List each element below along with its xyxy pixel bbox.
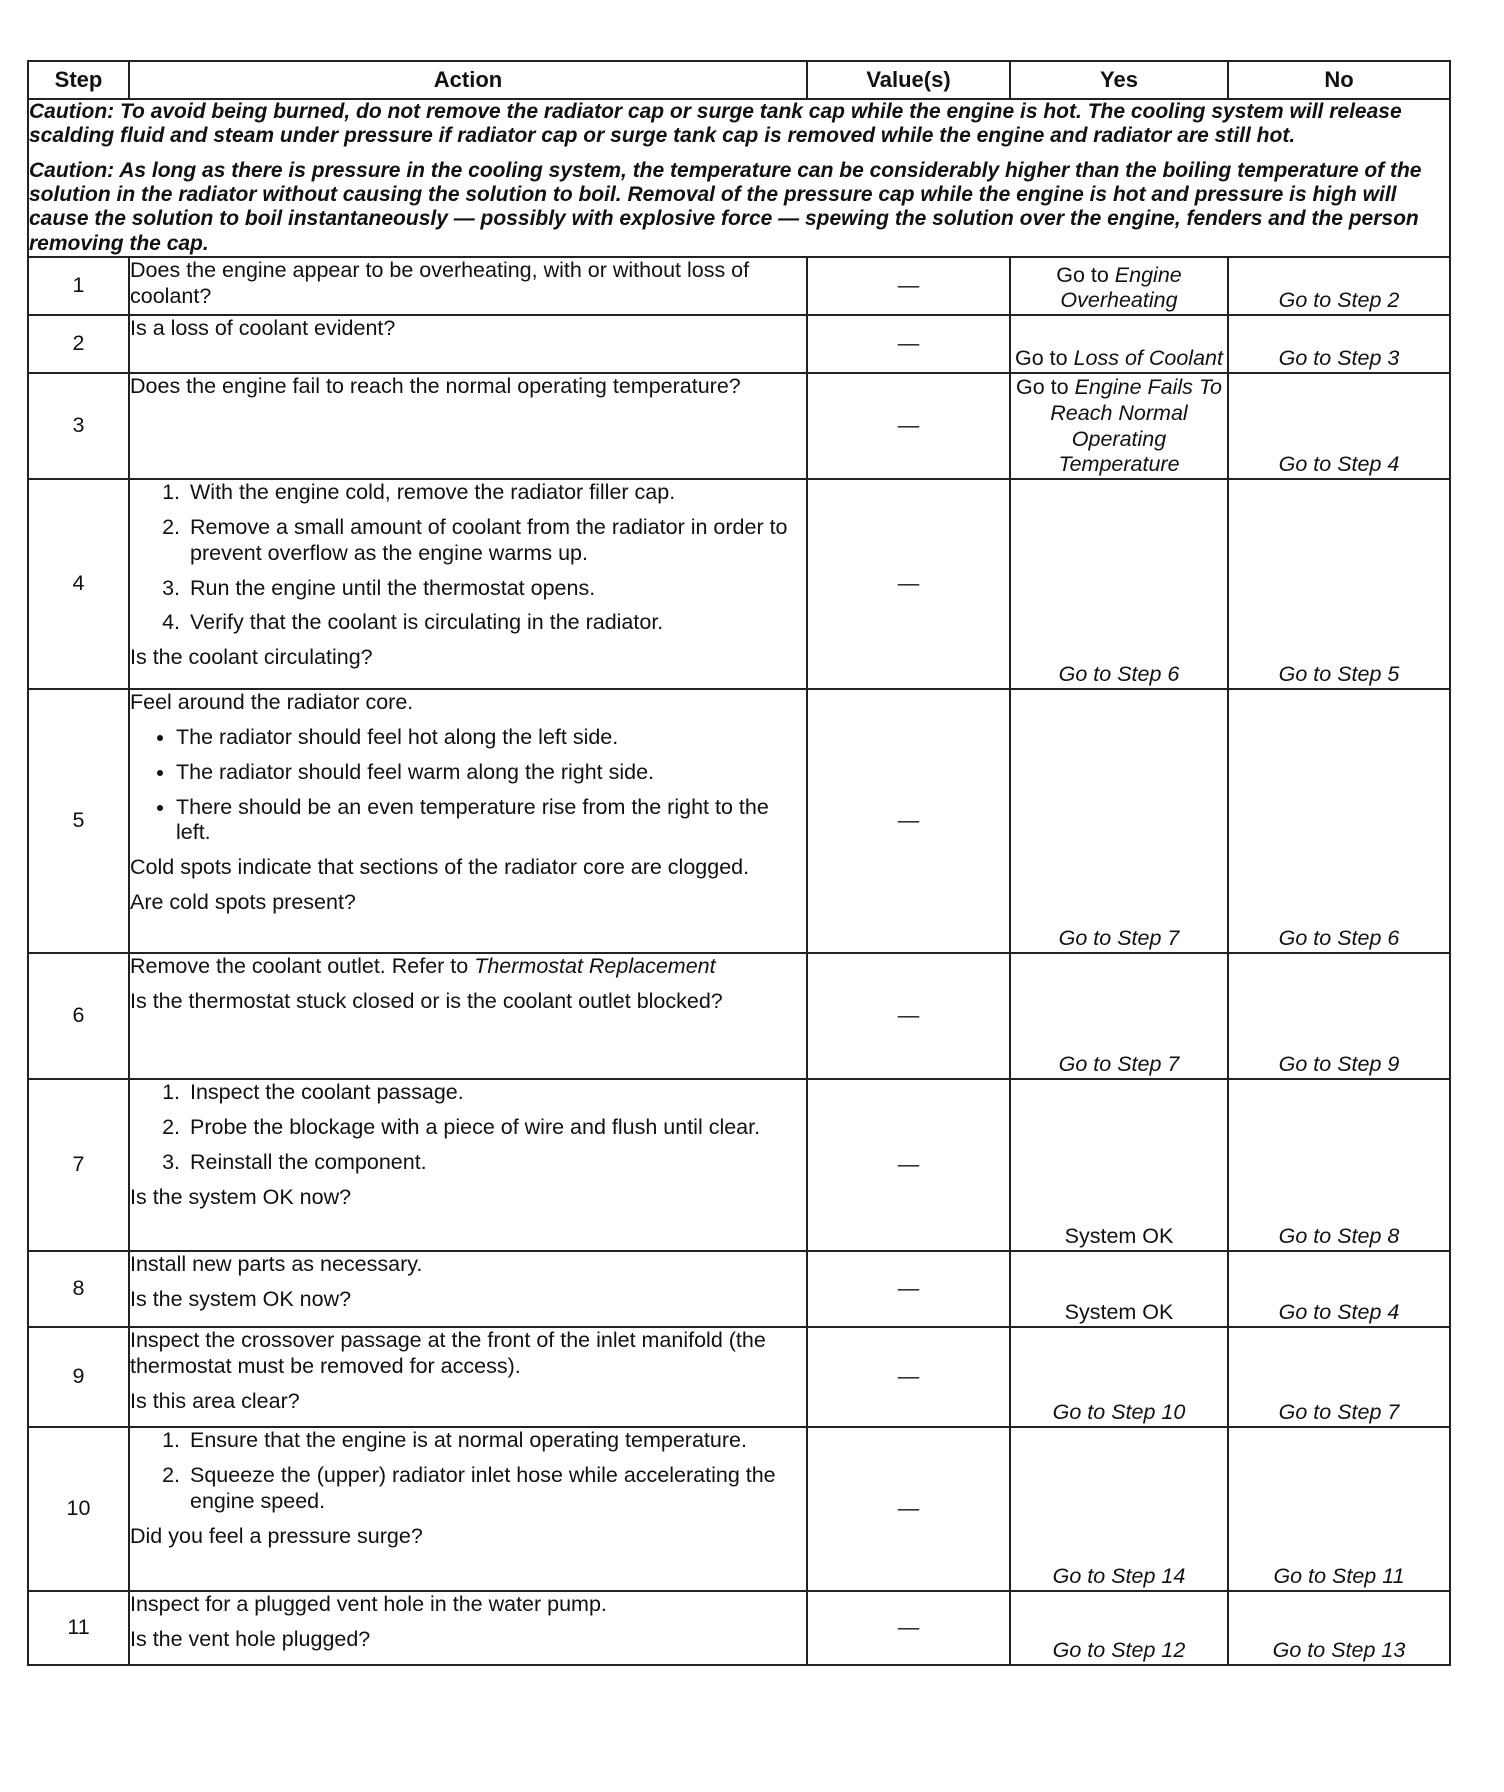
yes-cell [1010, 257, 1228, 315]
procedure-list [130, 1080, 806, 1175]
bullet-list [130, 725, 806, 846]
value-cell: — [807, 689, 1010, 953]
action-question: Is a loss of coolant evident? [130, 316, 396, 341]
procedure-list [130, 1428, 806, 1514]
step-number: 8 [28, 1251, 129, 1327]
procedure-step: 1. With the engine cold, remove the radiator filler cap. [186, 480, 806, 506]
value-cell: — [807, 953, 1010, 1079]
procedure-step: 4. Verify that the coolant is circulating in the radiator. [186, 610, 806, 636]
table-row [28, 1327, 1450, 1427]
no-cell[interactable]: Go to Step 5 [1228, 479, 1450, 689]
yes-cell[interactable]: Go to Step 6 [1010, 479, 1228, 689]
action-intro: Feel around the radiator core. [130, 690, 414, 715]
step-number: 11 [28, 1591, 129, 1665]
bullet-item: • There should be an even temperature rise from the right to the left. [176, 795, 806, 847]
action-question: Does the engine appear to be overheating, with or without loss of coolant? [130, 258, 750, 308]
action-cell [129, 315, 807, 373]
yes-cell[interactable]: Go to Step 7 [1010, 689, 1228, 953]
procedure-step: 3. Reinstall the component. [186, 1150, 806, 1176]
header-yes: Yes [1010, 61, 1228, 99]
action-intro [130, 954, 806, 980]
action-cell [129, 1251, 807, 1327]
header-action: Action [129, 61, 807, 99]
reference-link[interactable]: Thermostat Replacement [474, 954, 716, 979]
step-number: 5 [28, 689, 129, 953]
step-number: 1 [28, 257, 129, 315]
no-cell[interactable]: Go to Step 3 [1228, 315, 1450, 373]
yes-cell [1010, 315, 1228, 373]
procedure-step: 2. Remove a small amount of coolant from the radiator in order to prevent overflow as the engine warms up. [186, 515, 806, 567]
step-number: 10 [28, 1427, 129, 1591]
value-cell: — [807, 1427, 1010, 1591]
no-cell[interactable]: Go to Step 4 [1228, 1251, 1450, 1327]
action-question: Is the vent hole plugged? [130, 1626, 371, 1651]
step-number: 2 [28, 315, 129, 373]
value-cell: — [807, 1251, 1010, 1327]
value-cell: — [807, 315, 1010, 373]
action-question: Did you feel a pressure surge? [130, 1523, 423, 1548]
table-row [28, 315, 1450, 373]
action-question: Are cold spots present? [130, 889, 356, 914]
table-row [28, 373, 1450, 479]
value-cell: — [807, 1591, 1010, 1665]
caution-pressure: Caution: As long as there is pressure in the cooling system, the temperature can be considerably higher than the boiling temperature of the solution in the radiator without causing the solution to boil. Removal of the pressure cap while the engine is hot and pressure is high will cause the solution to boil instantaneously — possibly with explosive force — spewing the solution over the engine, fenders and the person removing the cap. [29, 158, 1422, 255]
yes-cell[interactable]: System OK [1010, 1079, 1228, 1251]
procedure-step: 3. Run the engine until the thermostat opens. [186, 576, 806, 602]
no-cell[interactable]: Go to Step 2 [1228, 257, 1450, 315]
yes-cell[interactable]: Go to Step 14 [1010, 1427, 1228, 1591]
yes-link[interactable]: Loss of Coolant [1073, 346, 1223, 371]
step-number: 7 [28, 1079, 129, 1251]
table-row [28, 1591, 1450, 1665]
caution-burn: Caution: To avoid being burned, do not remove the radiator cap or surge tank cap while the engine is hot. The cooling system will release scalding fluid and steam under pressure if radiator cap or surge tank cap is removed while the engine and radiator are still hot. [29, 100, 1402, 148]
step-number: 4 [28, 479, 129, 689]
action-question: Does the engine fail to reach the normal operating temperature? [130, 374, 741, 399]
yes-prefix: Go to [1015, 346, 1074, 371]
diagnostic-table [27, 60, 1451, 1666]
procedure-step: 1. Inspect the coolant passage. [186, 1080, 806, 1106]
caution-cell [28, 99, 1450, 257]
yes-prefix: Go to [1056, 262, 1115, 287]
action-cell [129, 1327, 807, 1427]
step-number: 3 [28, 373, 129, 479]
yes-prefix: Go to [1016, 374, 1075, 399]
table-row [28, 953, 1450, 1079]
value-cell: — [807, 1079, 1010, 1251]
table-row [28, 1251, 1450, 1327]
caution-row [28, 99, 1450, 257]
table-row [28, 1079, 1450, 1251]
no-cell[interactable]: Go to Step 13 [1228, 1591, 1450, 1665]
yes-cell[interactable]: System OK [1010, 1251, 1228, 1327]
action-cell [129, 1079, 807, 1251]
action-cell [129, 689, 807, 953]
action-question: Is this area clear? [130, 1388, 300, 1413]
no-cell[interactable]: Go to Step 7 [1228, 1327, 1450, 1427]
value-cell: — [807, 1327, 1010, 1427]
procedure-step: 2. Probe the blockage with a piece of wire and flush until clear. [186, 1115, 806, 1141]
value-cell: — [807, 257, 1010, 315]
yes-link[interactable]: Engine Fails To Reach Normal Operating Temperature [1050, 374, 1222, 477]
table-row [28, 1427, 1450, 1591]
bullet-item: • The radiator should feel hot along the left side. [176, 725, 806, 751]
action-intro: Inspect for a plugged vent hole in the water pump. [130, 1592, 607, 1617]
action-cell [129, 257, 807, 315]
yes-cell[interactable]: Go to Step 7 [1010, 953, 1228, 1079]
no-cell[interactable]: Go to Step 4 [1228, 373, 1450, 479]
action-question: Is the system OK now? [130, 1286, 352, 1311]
action-question: Is the thermostat stuck closed or is the coolant outlet blocked? [130, 988, 723, 1013]
yes-cell[interactable]: Go to Step 12 [1010, 1591, 1228, 1665]
no-cell[interactable]: Go to Step 9 [1228, 953, 1450, 1079]
action-intro: Inspect the crossover passage at the front of the inlet manifold (the thermostat must be removed for access). [130, 1328, 766, 1378]
step-number: 6 [28, 953, 129, 1079]
action-cell [129, 373, 807, 479]
procedure-step: 1. Ensure that the engine is at normal operating temperature. [186, 1428, 806, 1454]
table-row [28, 257, 1450, 315]
action-cell [129, 479, 807, 689]
yes-link[interactable]: Engine Overheating [1060, 262, 1182, 313]
table-row [28, 689, 1450, 953]
header-values: Value(s) [807, 61, 1010, 99]
procedure-list [130, 480, 806, 636]
value-cell: — [807, 373, 1010, 479]
no-cell[interactable]: Go to Step 8 [1228, 1079, 1450, 1251]
action-intro: Install new parts as necessary. [130, 1252, 423, 1277]
table-row [28, 479, 1450, 689]
yes-cell[interactable]: Go to Step 10 [1010, 1327, 1228, 1427]
action-cell [129, 953, 807, 1079]
header-no: No [1228, 61, 1450, 99]
action-note: Cold spots indicate that sections of the radiator core are clogged. [130, 855, 750, 880]
bullet-item: • The radiator should feel warm along the right side. [176, 760, 806, 786]
no-cell[interactable]: Go to Step 11 [1228, 1427, 1450, 1591]
action-question: Is the system OK now? [130, 1184, 352, 1209]
procedure-step: 2. Squeeze the (upper) radiator inlet hose while accelerating the engine speed. [186, 1463, 806, 1515]
action-cell [129, 1591, 807, 1665]
header-step: Step [28, 61, 129, 99]
action-intro-text: Remove the coolant outlet. Refer to [130, 954, 475, 979]
header-row [28, 61, 1450, 99]
value-cell: — [807, 479, 1010, 689]
action-question: Is the coolant circulating? [130, 645, 373, 670]
yes-cell [1010, 373, 1228, 479]
action-cell [129, 1427, 807, 1591]
step-number: 9 [28, 1327, 129, 1427]
no-cell[interactable]: Go to Step 6 [1228, 689, 1450, 953]
